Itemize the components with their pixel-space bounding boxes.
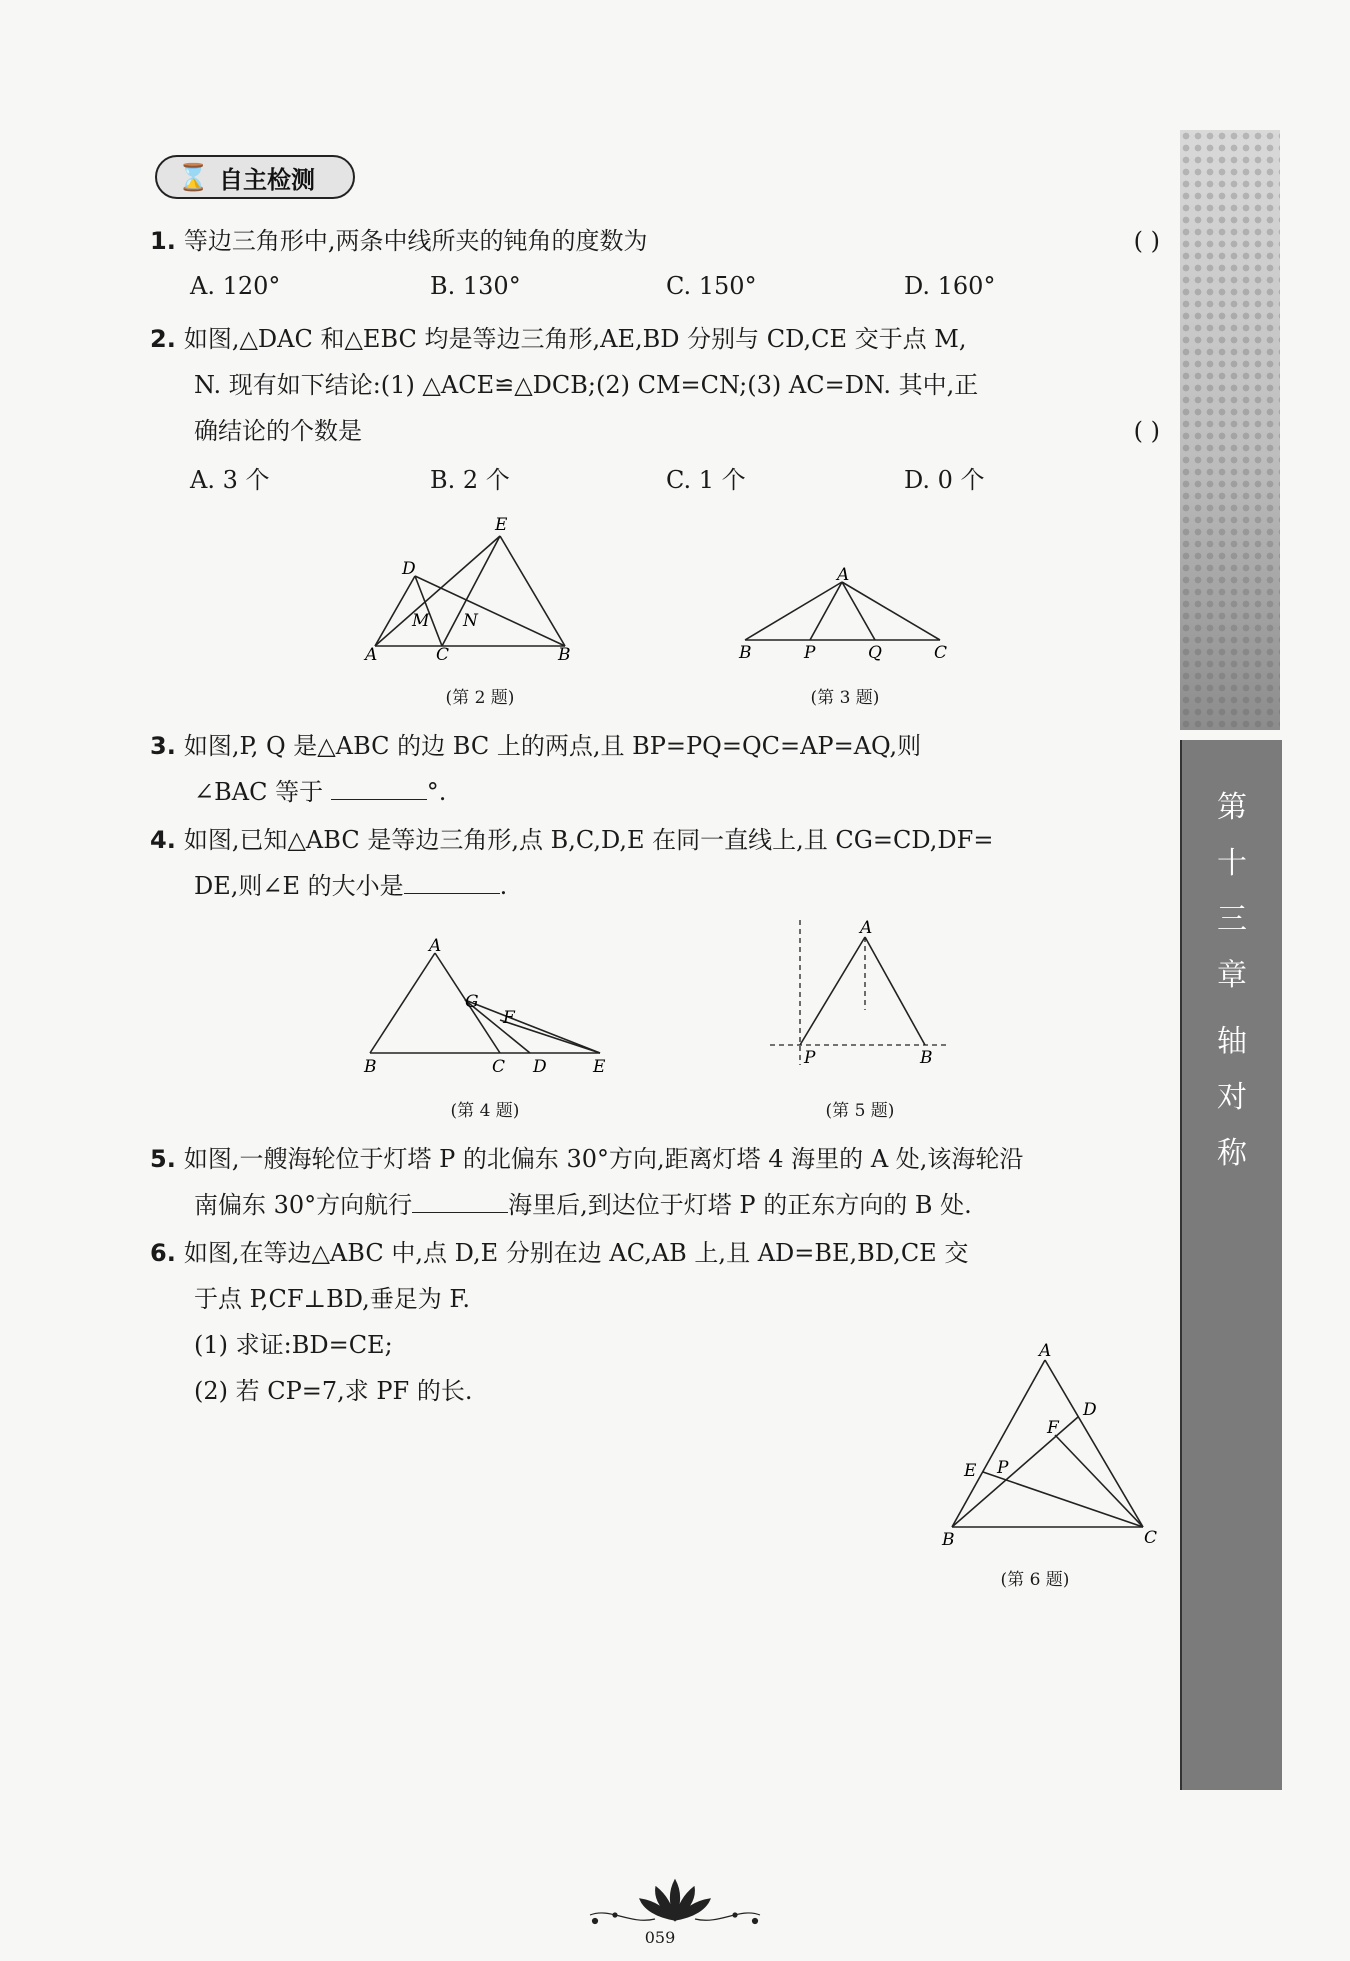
label-b: B xyxy=(739,643,752,663)
option-a: A. 120° xyxy=(190,272,281,300)
label-n: N xyxy=(463,611,478,631)
label-b: B xyxy=(364,1057,377,1077)
label-a: A xyxy=(365,645,378,665)
question-2-options xyxy=(190,460,1090,500)
option-c: C. 1 个 xyxy=(666,466,746,494)
question-6-part-2: (2) 若 CP=7,求 PF 的长. xyxy=(194,1377,473,1405)
label-m: M xyxy=(412,611,430,631)
label-c: C xyxy=(492,1057,506,1077)
label-a: A xyxy=(1039,1341,1052,1361)
label-q: Q xyxy=(868,643,882,663)
label-e: E xyxy=(593,1057,606,1077)
answer-blank xyxy=(331,777,427,800)
label-e: E xyxy=(964,1461,977,1481)
question-4: 4. 如图,已知△ABC 是等边三角形,点 B,C,D,E 在同一直线上,且 CG=CD,DF= DE,则∠E 的大小是 . xyxy=(150,826,994,900)
question-3: 3. 如图,P, Q 是△ABC 的边 BC 上的两点,且 BP=PQ=QC=AP=AQ,则 ∠BAC 等于 °. xyxy=(150,732,922,806)
label-g: G xyxy=(465,992,479,1012)
option-b: B. 130° xyxy=(430,272,521,300)
figure-4-caption: (第 4 题) xyxy=(450,1101,520,1121)
label-b: B xyxy=(558,645,571,665)
answer-paren: ( ) xyxy=(1133,417,1160,445)
figure-6-caption: (第 6 题) xyxy=(1000,1570,1070,1590)
floral-ornament-icon xyxy=(570,1875,780,1930)
label-c: C xyxy=(1144,1528,1158,1548)
label-f: F xyxy=(1047,1418,1059,1438)
answer-blank xyxy=(404,871,500,894)
label-b: B xyxy=(920,1048,933,1068)
figure-5 xyxy=(760,915,960,1080)
chapter-title: 第 十 三 章 轴 对 称 xyxy=(1217,790,1247,1171)
label-c: C xyxy=(934,643,948,663)
question-5: 5. 如图,一艘海轮位于灯塔 P 的北偏东 30°方向,距离灯塔 4 海里的 A 处,该海轮沿 南偏东 30°方向航行 海里后,到达位于灯塔 P 的正东方向的 B 处. xyxy=(150,1145,1024,1219)
figure-6 xyxy=(935,1335,1160,1550)
label-c: C xyxy=(436,645,450,665)
question-6: 6. 如图,在等边△ABC 中,点 D,E 分别在边 AC,AB 上,且 AD=BE,BD,CE 交 于点 P,CF⊥BD,垂足为 F. (1) 求证:BD=CE; (2) 若 CP=7,求 PF 的长. xyxy=(150,1230,1160,1414)
figure-3 xyxy=(730,560,960,665)
answer-paren: ( ) xyxy=(1133,227,1160,255)
label-a: A xyxy=(860,918,873,938)
label-b: B xyxy=(942,1530,955,1550)
question-1-options xyxy=(190,272,1090,312)
label-p: P xyxy=(997,1458,1009,1478)
label-d: D xyxy=(1083,1400,1097,1420)
hourglass-icon: ⌛ xyxy=(177,163,210,193)
label-p: P xyxy=(804,643,816,663)
label-a: A xyxy=(429,936,442,956)
label-f: F xyxy=(503,1008,515,1028)
figure-2-caption: (第 2 题) xyxy=(445,688,515,708)
question-2: 2. 如图,△DAC 和△EBC 均是等边三角形,AE,BD 分别与 CD,CE 交于点 M, N. 现有如下结论:(1) △ACE≌△DCB;(2) CM=CN;(3) AC=DN. 其中,正 确结论的个数是 ( ) xyxy=(150,316,1160,454)
option-d: D. 160° xyxy=(904,272,996,300)
label-a: A xyxy=(837,565,850,585)
option-c: C. 150° xyxy=(666,272,757,300)
figure-5-caption: (第 5 题) xyxy=(825,1101,895,1121)
option-d: D. 0 个 xyxy=(904,466,985,494)
option-b: B. 2 个 xyxy=(430,466,510,494)
label-p: P xyxy=(804,1048,816,1068)
label-d: D xyxy=(402,559,416,579)
chapter-side-tab xyxy=(1180,130,1280,1790)
question-6-part-1: (1) 求证:BD=CE; xyxy=(194,1331,393,1359)
answer-blank xyxy=(412,1190,508,1213)
label-e: E xyxy=(495,515,508,535)
figure-4 xyxy=(355,935,615,1080)
label-d: D xyxy=(533,1057,547,1077)
page-number: 059 xyxy=(644,1928,676,1947)
section-title: 自主检测 xyxy=(219,166,315,194)
section-header xyxy=(155,155,355,199)
question-1: 1. 等边三角形中,两条中线所夹的钝角的度数为 ( ) xyxy=(150,218,1160,264)
side-tab-pattern xyxy=(1180,130,1280,730)
side-tab-band xyxy=(1180,740,1282,1790)
figure-3-caption: (第 3 题) xyxy=(810,688,880,708)
option-a: A. 3 个 xyxy=(190,466,270,494)
figure-2 xyxy=(360,508,590,668)
